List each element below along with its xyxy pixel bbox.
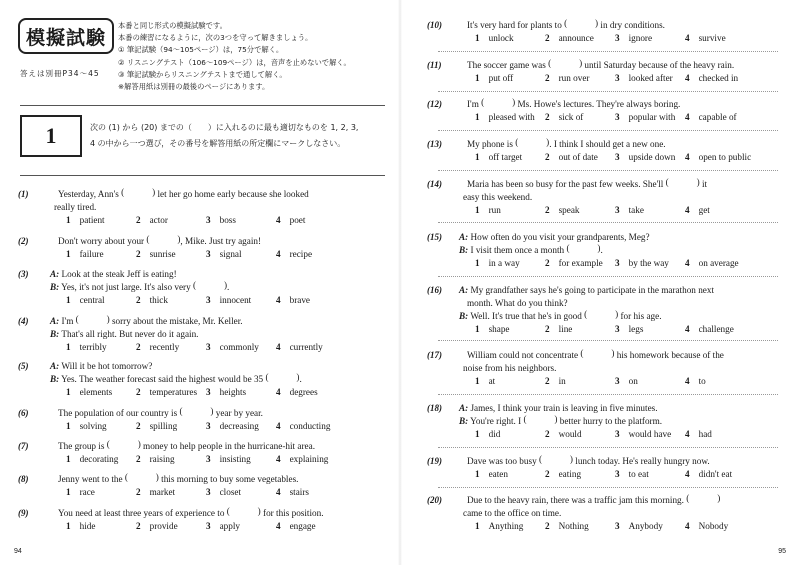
- answer-choice[interactable]: 4 didn't eat: [685, 469, 733, 479]
- answer-choice[interactable]: 4 Nobody: [685, 521, 729, 531]
- answer-choice[interactable]: 1 central: [66, 295, 105, 305]
- answer-choice[interactable]: 3 innocent: [206, 295, 252, 305]
- answer-blank: [566, 245, 600, 253]
- answer-choices: [66, 420, 388, 433]
- answer-choice[interactable]: 1 hide: [66, 521, 96, 531]
- answer-choices: [66, 486, 388, 499]
- answer-choices: [475, 520, 797, 533]
- question-number: (2): [18, 236, 29, 246]
- question-text: You need at least three years of experience to ( ) for this position.: [58, 507, 388, 520]
- answer-choice[interactable]: 4 had: [685, 429, 712, 439]
- answer-choice[interactable]: 3 signal: [206, 249, 242, 259]
- section-number: 1: [20, 115, 82, 157]
- question-text: The population of our country is ( ) year by year.: [58, 407, 388, 420]
- question-item: [427, 138, 797, 164]
- question-text: came to the office on time.: [463, 508, 562, 518]
- answer-blank: [564, 20, 598, 28]
- speaker-label: A:: [50, 316, 60, 326]
- answer-choice[interactable]: 1 pleased with: [475, 112, 535, 122]
- page-title: 模擬試験: [18, 18, 114, 54]
- answer-choices: [475, 375, 797, 388]
- question-number: (17): [427, 350, 442, 360]
- question-number: (6): [18, 408, 29, 418]
- question-number: (16): [427, 285, 442, 295]
- question-number: (9): [18, 508, 29, 518]
- question-text: A: How often do you visit your grandparents, Meg?: [459, 232, 650, 242]
- answer-choice[interactable]: 3 looked after: [615, 73, 673, 83]
- question-item: [18, 268, 388, 307]
- answer-choice[interactable]: 3 on: [615, 376, 638, 386]
- answer-choice[interactable]: 2 market: [136, 487, 176, 497]
- answer-choice[interactable]: 1 patient: [66, 215, 105, 225]
- question-number: (8): [18, 474, 29, 484]
- test-instructions: 本番と同じ形式の模擬試験です。 本番の練習になるように，次の3つを守って解きましょう。 ① 筆記試験（94〜105ページ）は，75分で解く。 ② リスニングテスト（106〜109ページ）は，音声を止めないで解く。 ③ 筆記試験からリスニングテストまで通して解く。 ※解答用紙は別冊の最後のページにあります。: [118, 21, 351, 92]
- answer-blank: [76, 316, 110, 324]
- answer-choice[interactable]: 4 survive: [685, 33, 726, 43]
- speaker-label: B:: [459, 311, 469, 321]
- answer-choice[interactable]: 2 sick of: [545, 112, 584, 122]
- speaker-label: A:: [50, 361, 60, 371]
- answer-choice[interactable]: 3 boss: [206, 215, 236, 225]
- question-number: (1): [18, 189, 29, 199]
- question-text: My phone is ( ) . I think I should get a new one.: [467, 138, 797, 151]
- question-divider: [438, 487, 778, 488]
- answer-choices: [475, 468, 797, 481]
- answer-reference: 答えは別冊P34〜45: [20, 69, 100, 78]
- speaker-label: B:: [50, 374, 60, 384]
- answer-choice[interactable]: 2 temperatures: [136, 387, 198, 397]
- question-text: month. What do you think?: [467, 298, 568, 308]
- question-text: A: Will it be hot tomorrow?: [50, 361, 153, 371]
- answer-blank: [125, 474, 159, 482]
- answer-choice[interactable]: 1 at: [475, 376, 496, 386]
- question-divider: [438, 130, 778, 131]
- answer-choice[interactable]: 2 Nothing: [545, 521, 589, 531]
- answer-blank: [265, 374, 299, 382]
- answer-choice[interactable]: 3 to eat: [615, 469, 649, 479]
- answer-choices: [66, 386, 388, 399]
- question-item: [427, 231, 797, 270]
- answer-blank: [686, 495, 720, 503]
- answer-choice[interactable]: 4 poet: [276, 215, 306, 225]
- question-text: A: My grandfather says he's going to participate in the marathon next: [459, 285, 715, 295]
- answer-choice[interactable]: 4 get: [685, 205, 710, 215]
- answer-choice[interactable]: 2 recently: [136, 342, 180, 352]
- answer-choice[interactable]: 4 brave: [276, 295, 310, 305]
- answer-choice[interactable]: 3 commonly: [206, 342, 259, 352]
- question-item: [427, 349, 797, 388]
- answer-choice[interactable]: 1 solving: [66, 421, 107, 431]
- answer-blank: [539, 456, 573, 464]
- question-text: B: You're right. I ( ) better hurry to the platform.: [459, 415, 797, 428]
- answer-blank: [107, 441, 141, 449]
- answer-choice[interactable]: 1 run: [475, 205, 501, 215]
- right-page: [400, 0, 800, 565]
- answer-blank: [481, 99, 515, 107]
- question-text: Maria has been so busy for the past few weeks. She'll ( ) it: [467, 178, 797, 191]
- answer-choice[interactable]: 4 challenge: [685, 324, 734, 334]
- question-text: The soccer game was ( ) until Saturday because of the heavy rain.: [467, 59, 797, 72]
- answer-choices: [475, 428, 797, 441]
- divider: [20, 175, 385, 176]
- answer-blank: [121, 189, 155, 197]
- answer-choice[interactable]: 3 would have: [615, 429, 672, 439]
- answer-choice[interactable]: 1 Anything: [475, 521, 524, 531]
- question-item: [18, 440, 388, 466]
- speaker-label: B:: [50, 329, 60, 339]
- answer-choices: [475, 323, 797, 336]
- answer-choice[interactable]: 1 off target: [475, 152, 523, 162]
- speaker-label: A:: [50, 269, 60, 279]
- answer-choice[interactable]: 4 currently: [276, 342, 323, 352]
- answer-choice[interactable]: 1 race: [66, 487, 95, 497]
- question-divider: [438, 170, 778, 171]
- answer-choice[interactable]: 4 recipe: [276, 249, 313, 259]
- question-item: [427, 284, 797, 336]
- question-text: A: I'm ( ) sorry about the mistake, Mr. Keller.: [50, 315, 388, 328]
- question-number: (13): [427, 139, 442, 149]
- question-text: Jenny went to the ( ) this morning to buy some vegetables.: [58, 473, 388, 486]
- answer-choices: [66, 294, 388, 307]
- answer-choice[interactable]: 4 checked in: [685, 73, 739, 83]
- question-number: (18): [427, 403, 442, 413]
- answer-choice[interactable]: 4 to: [685, 376, 706, 386]
- answer-choices: [66, 453, 388, 466]
- answer-choice[interactable]: 2 out of date: [545, 152, 598, 162]
- answer-choice[interactable]: 1 in a way: [475, 258, 520, 268]
- speaker-label: B:: [459, 416, 469, 426]
- answer-choice[interactable]: 2 thick: [136, 295, 168, 305]
- section-instructions: 次の (1) から (20) までの（ ）に入れるのに最も適切なものを 1, 2, 3, 4 の中から一つ選び，その番号を解答用紙の所定欄にマークしなさい。: [90, 123, 359, 148]
- speaker-label: A:: [459, 403, 469, 413]
- question-item: [427, 178, 797, 217]
- question-text: easy this weekend.: [463, 192, 533, 202]
- question-divider: [438, 91, 778, 92]
- answer-choice[interactable]: 1 terribly: [66, 342, 107, 352]
- answer-choice[interactable]: 4 engage: [276, 521, 316, 531]
- answer-choice[interactable]: 1 did: [475, 429, 501, 439]
- divider: [20, 105, 385, 106]
- question-text: The group is ( ) money to help people in the hurricane-hit area.: [58, 440, 388, 453]
- question-divider: [438, 51, 778, 52]
- answer-choice[interactable]: 3 upside down: [615, 152, 676, 162]
- question-text: Don't worry about your ( ) , Mike. Just try again!: [58, 235, 388, 248]
- question-text: B: Yes. The weather forecast said the highest would be 35 ( ) .: [50, 373, 388, 386]
- answer-choice[interactable]: 2 in: [545, 376, 566, 386]
- answer-choice[interactable]: 2 would: [545, 429, 582, 439]
- question-item: [427, 455, 797, 481]
- answer-choice[interactable]: 4 explaining: [276, 454, 329, 464]
- speaker-label: A:: [459, 232, 469, 242]
- question-divider: [438, 447, 778, 448]
- question-text: B: Well. It's true that he's in good ( ) for his age.: [459, 310, 797, 323]
- question-divider: [438, 276, 778, 277]
- page-number-right: 95: [778, 548, 786, 555]
- answer-choices: [475, 72, 797, 85]
- question-number: (5): [18, 361, 29, 371]
- answer-choice[interactable]: 4 stairs: [276, 487, 309, 497]
- answer-choice[interactable]: 3 decreasing: [206, 421, 259, 431]
- question-item: [18, 235, 388, 261]
- answer-choice[interactable]: 3 heights: [206, 387, 247, 397]
- answer-choice[interactable]: 4 capable of: [685, 112, 737, 122]
- speaker-label: B:: [459, 245, 469, 255]
- answer-blank: [548, 60, 582, 68]
- answer-choices: [475, 204, 797, 217]
- answer-choice[interactable]: 1 decorating: [66, 454, 119, 464]
- answer-choice[interactable]: 3 insisting: [206, 454, 251, 464]
- question-item: [427, 98, 797, 124]
- question-text: I'm ( ) Ms. Howe's lectures. They're always boring.: [467, 98, 797, 111]
- speaker-label: B:: [50, 282, 60, 292]
- answer-choice[interactable]: 3 by the way: [615, 258, 669, 268]
- answer-choices: [66, 341, 388, 354]
- question-text: A: Look at the steak Jeff is eating!: [50, 269, 177, 279]
- answer-choice[interactable]: 3 legs: [615, 324, 644, 334]
- answer-choices: [475, 32, 797, 45]
- answer-blank: [523, 416, 557, 424]
- question-number: (12): [427, 99, 442, 109]
- answer-choice[interactable]: 1 unlock: [475, 33, 514, 43]
- answer-choice[interactable]: 2 spilling: [136, 421, 178, 431]
- question-text: Yesterday, Ann's ( ) let her go home early because she looked: [58, 188, 388, 201]
- question-divider: [438, 222, 778, 223]
- answer-choice[interactable]: 2 run over: [545, 73, 590, 83]
- question-text: A: James, I think your train is leaving in five minutes.: [459, 403, 658, 413]
- answer-choice[interactable]: 1 elements: [66, 387, 113, 397]
- question-item: [18, 360, 388, 399]
- question-item: [18, 188, 388, 227]
- answer-choice[interactable]: 2 provide: [136, 521, 178, 531]
- question-text: noise from his neighbors.: [463, 363, 557, 373]
- answer-choice[interactable]: 3 take: [615, 205, 644, 215]
- question-number: (11): [427, 60, 442, 70]
- answer-choice[interactable]: 2 announce: [545, 33, 594, 43]
- answer-blank: [193, 282, 227, 290]
- answer-choices: [475, 151, 797, 164]
- answer-choices: [475, 111, 797, 124]
- answer-choice[interactable]: 1 eaten: [475, 469, 508, 479]
- question-item: [18, 507, 388, 533]
- question-number: (19): [427, 456, 442, 466]
- answer-choice[interactable]: 4 degrees: [276, 387, 318, 397]
- answer-choice[interactable]: 1 put off: [475, 73, 514, 83]
- answer-blank: [580, 350, 614, 358]
- question-divider: [438, 340, 778, 341]
- question-item: [427, 19, 797, 45]
- question-text: It's very hard for plants to ( ) in dry conditions.: [467, 19, 797, 32]
- question-item: [18, 407, 388, 433]
- speaker-label: A:: [459, 285, 469, 295]
- question-number: (3): [18, 269, 29, 279]
- answer-blank: [515, 139, 549, 147]
- answer-choice[interactable]: 3 Anybody: [615, 521, 663, 531]
- question-number: (7): [18, 441, 29, 451]
- answer-choice[interactable]: 3 popular with: [615, 112, 676, 122]
- answer-choice[interactable]: 4 on average: [685, 258, 739, 268]
- answer-blank: [666, 179, 700, 187]
- question-number: (15): [427, 232, 442, 242]
- answer-choice[interactable]: 3 ignore: [615, 33, 653, 43]
- answer-choices: [66, 248, 388, 261]
- question-text: Due to the heavy rain, there was a traffic jam this morning. ( ): [467, 494, 797, 507]
- question-item: [18, 473, 388, 499]
- answer-choice[interactable]: 2 line: [545, 324, 573, 334]
- answer-choice[interactable]: 1 failure: [66, 249, 104, 259]
- answer-choice[interactable]: 2 sunrise: [136, 249, 176, 259]
- question-divider: [438, 394, 778, 395]
- question-text: B: That's all right. But never do it again.: [50, 329, 199, 339]
- answer-choice[interactable]: 1 shape: [475, 324, 510, 334]
- question-number: (14): [427, 179, 442, 189]
- answer-choice[interactable]: 4 conducting: [276, 421, 331, 431]
- question-text: William could not concentrate ( ) his homework because of the: [467, 349, 797, 362]
- page-number-left: 94: [14, 548, 22, 555]
- answer-choice[interactable]: 3 apply: [206, 521, 241, 531]
- question-number: (10): [427, 20, 442, 30]
- answer-choice[interactable]: 2 actor: [136, 215, 168, 225]
- answer-choice[interactable]: 3 closet: [206, 487, 242, 497]
- question-item: [427, 402, 797, 441]
- answer-blank: [146, 236, 180, 244]
- answer-choice[interactable]: 2 raising: [136, 454, 175, 464]
- question-number: (20): [427, 495, 442, 505]
- answer-choice[interactable]: 2 for example: [545, 258, 603, 268]
- question-text: B: I visit them once a month ( ) .: [459, 244, 797, 257]
- answer-choices: [66, 520, 388, 533]
- question-text: B: Yes, it's not just large. It's also very ( ) .: [50, 281, 388, 294]
- question-item: [427, 59, 797, 85]
- question-number: (4): [18, 316, 29, 326]
- answer-choice[interactable]: 4 open to public: [685, 152, 752, 162]
- question-text: really tired.: [54, 202, 97, 212]
- answer-blank: [227, 508, 261, 516]
- answer-choices: [475, 257, 797, 270]
- question-item: [427, 494, 797, 533]
- answer-blank: [179, 408, 213, 416]
- answer-choice[interactable]: 2 eating: [545, 469, 582, 479]
- answer-choices: [66, 214, 388, 227]
- answer-blank: [584, 311, 618, 319]
- question-item: [18, 315, 388, 354]
- answer-choice[interactable]: 2 speak: [545, 205, 580, 215]
- question-text: Dave was too busy ( ) lunch today. He's really hungry now.: [467, 455, 797, 468]
